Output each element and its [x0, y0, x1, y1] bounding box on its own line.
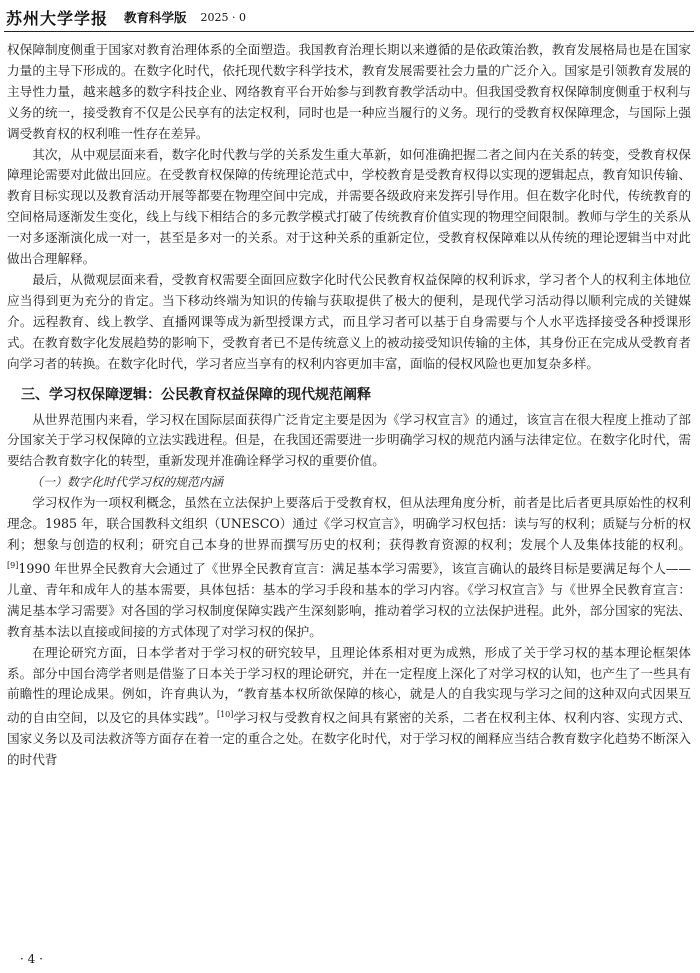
paragraph-4: 从世界范围内来看，学习权在国际层面获得广泛肯定主要是因为《学习权宣言》的通过，该宣言在很大程度上推动了部分国家关于学习权保障的立法实践进程。但是，在我国还需要进一步明确学习权的规范内涵与法律定位。在数字化时代，需要结合教育数字化的转型，重新发现并准确诠释学习权的重要价值。 [7, 411, 691, 469]
running-header [6, 4, 694, 30]
paragraph-6 [7, 643, 691, 772]
paragraph-5-part-2: 1990 年世界全民教育大会通过了《世界全民教育宣言：满足基本学习需要》，该宣言确认的最终目标是要满足每个人——儿童、青年和成年人的基本需要，具体包括：基本的学习手段和基本的学习内容。《学习权宣言》与《世界全民教育宣言：满足基本学习需要》对各国的学习权制度保障实践产生深刻影响，推动着学习权的立法保护进程。此外，部分国家的宪法、教育基本法以直接或间接的方式体现了对学习权的保护。 [7, 561, 691, 639]
page-number: · 4 · [20, 952, 43, 966]
paragraph-5 [7, 493, 691, 643]
paragraph-6-part-1: 在理论研究方面，日本学者对于学习权的研究较早，且理论体系相对更为成熟，形成了关于学习权的基本理论框架体系。部分中国台湾学者则是借鉴了日本关于学习权的理论研究，并在一定程度上深化了对学习权的认知，也产生了一些具有前瞻性的理论成果。例如，许育典认为，“教育基本权所欲保障的核心，就是人的自我实现与学习之间的这种双向式因果互动的自由空间，以及它的具体实践”。 [7, 644, 691, 726]
subsection-heading: （一）数字化时代学习权的规范内涵 [31, 475, 224, 490]
paragraph-2: 其次，从中观层面来看，数字化时代教与学的关系发生重大革新，如何准确把握二者之间内在关系的转变，受教育权保障理论需要对此做出回应。在受教育权保障的传统理论范式中，学校教育是受教育权得以实现的逻辑起点，教育知识传输、教育目标实现以及教育活动开展等都要在物理空间中完成，并需要各级政府来发挥引导作用。但在数字化时代，传统教育的空间格局逐渐发生变化，线上与线下相结合的多元教学模式打破了传统教育价值实现的物理空间限制。教师与学生的关系从一对多逐渐演化成一对一，甚至是多对一的关系。对于这种关系的重新定位，受教育权保障难以从传统的理论逻辑当中对此做出合理解释。 [7, 146, 691, 267]
paragraph-3: 最后，从微观层面来看，受教育权需要全面回应数字化时代公民教育权益保障的权利诉求，学习者个人的权利主体地位应当得到更为充分的肯定。当下移动终端为知识的传输与获取提供了极大的便利，是现代学习活动得以顺利完成的关键媒介。远程教育、线上教学、直播网课等成为新型授课方式，而且学习者可以基于自身需要与个人水平选择接受各种授课形式。在教育数字化发展趋势的影响下，受教育者已不是传统意义上的被动接受知识传输的主体，其身份正在完成从受教育者向学习者的转换。在数字化时代，学习者应当享有的权利内容更加丰富，面临的侵权风险也更加复杂多样。 [7, 271, 691, 371]
header-rule [4, 31, 694, 32]
journal-title: 苏州大学学报 [6, 8, 109, 28]
issue-number: 2025 · 0 [200, 10, 247, 24]
paragraph-6-part-2: 学习权与受教育权之间具有紧密的关系，二者在权利主体、权利内容、实现方式、国家义务以及司法救济等方面存在着一定的重合之处。在数字化时代，对于学习权的阐释应当结合教育数字化趋势不断深入的时代背 [7, 710, 691, 768]
paragraph-1: 权保障制度侧重于国家对教育治理体系的全面塑造。我国教育治理长期以来遵循的是依政策治教，教育发展格局也是在国家力量的主导下形成的。在数字化时代，依托现代数字科学技术，教育发展需要社会力量的广泛介入。国家是引领教育发展的主导性力量，越来越多的数字科技企业、网络教育平台开始参与到教育教学活动中。但我国受教育权保障制度侧重于权利与义务的统一，接受教育不仅是公民享有的法定权利，同时也是一种应当履行的义务。现行的受教育权保障理念，与国际上强调受教育权的权利唯一性存在差异。 [7, 42, 691, 141]
paragraph-5-part-1: 学习权作为一项权利概念，虽然在立法保护上要落后于受教育权，但从法理角度分析，前者是比后者更具原始性的权利理念。1985 年，联合国教科文组织（UNESCO）通过《学习权宣言》，明确学习权包括：读与写的权利；质疑与分析的权利；想象与创造的权利；研究自己本身的世界而撰写历史的权利；获得教育资源的权利；发展个人及集体技能的权利。 [7, 495, 691, 552]
section-heading: 三、学习权保障逻辑：公民教育权益保障的现代规范阐释 [21, 386, 371, 403]
citation-9[interactable]: [9] [7, 560, 19, 570]
article-body [7, 40, 691, 771]
citation-10[interactable]: [10] [216, 710, 234, 720]
journal-section: 教育科学版 [124, 10, 187, 25]
